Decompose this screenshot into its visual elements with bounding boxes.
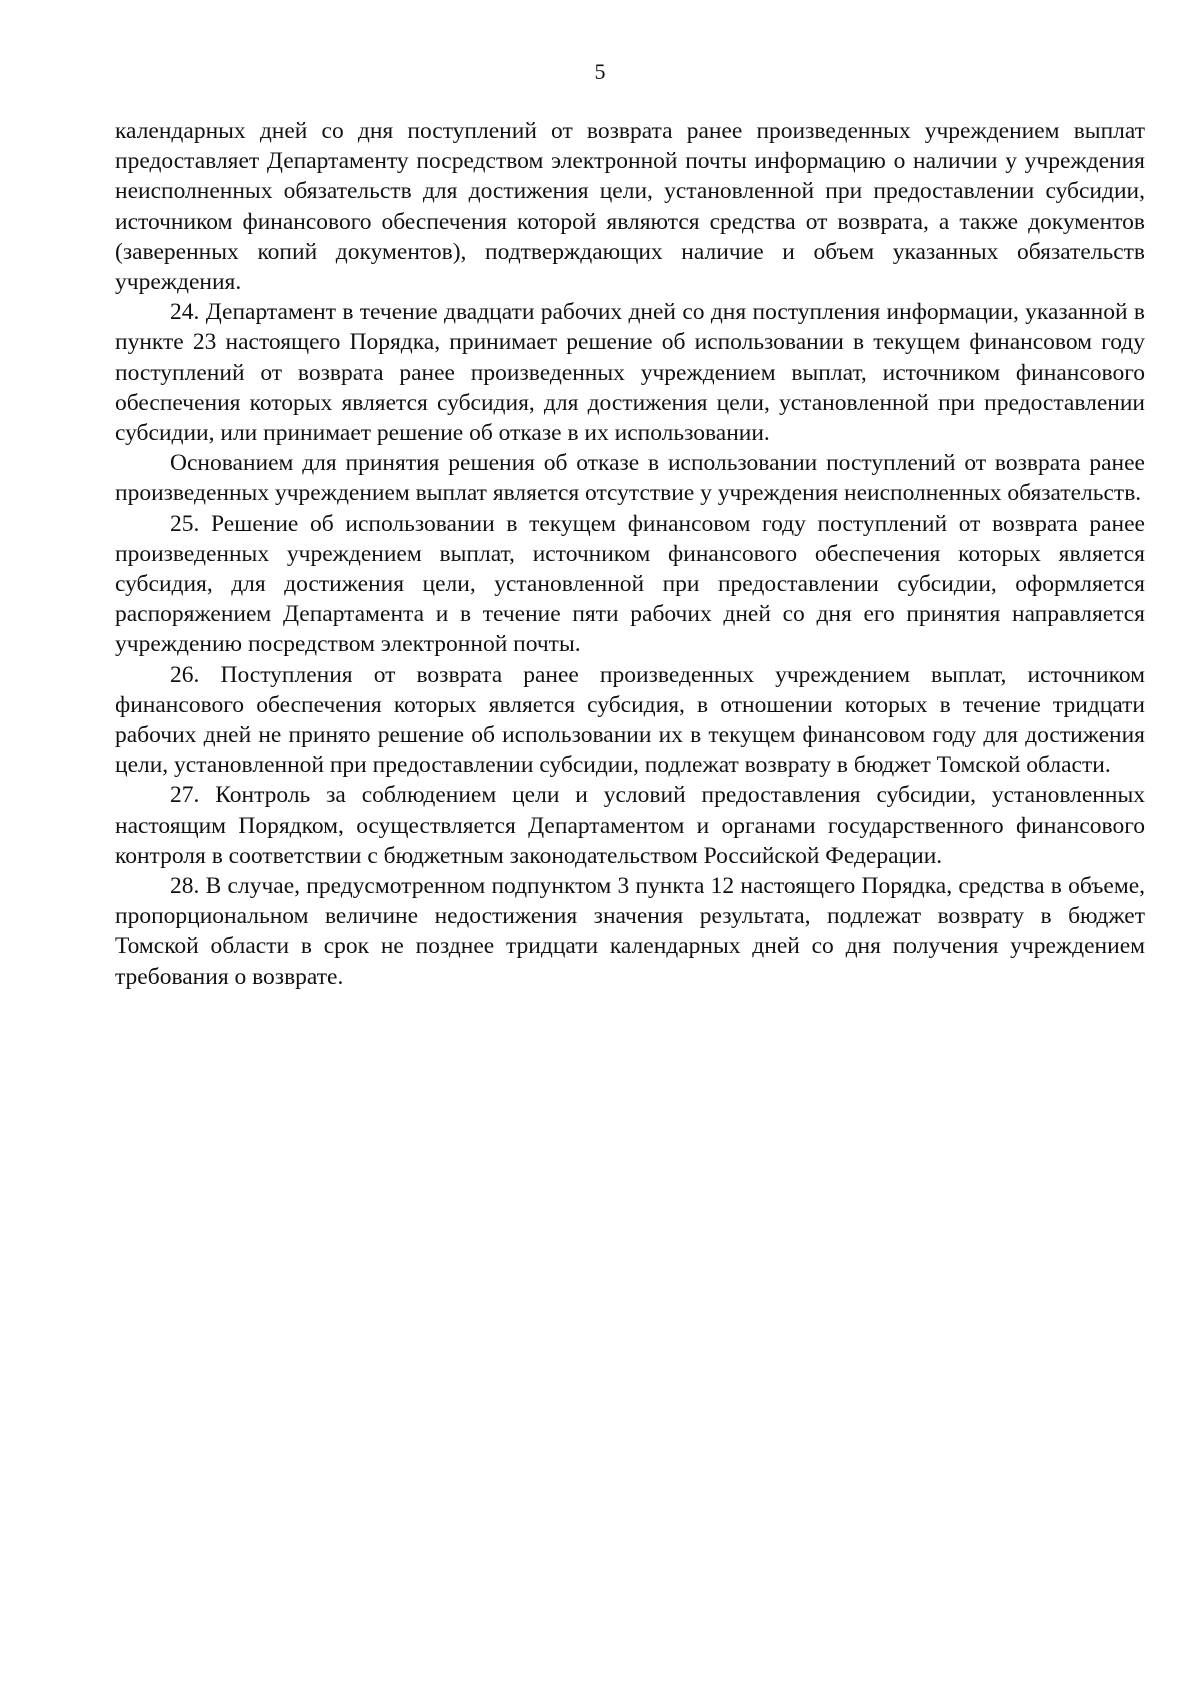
paragraph-clause-26: 26. Поступления от возврата ранее произведенных учреждением выплат, источником финансового обеспечения которых является субсидия, в отношении которых в течение тридцати рабочих дней не принято решение об использовании их в текущем финансовом году для достижения цели, установленной при предоставлении субсидии, подлежат возврату в бюджет Томской области. <box>115 661 1145 779</box>
paragraph-clause-24: 24. Департамент в течение двадцати рабочих дней со дня поступления информации, указанной в пункте 23 настоящего Порядка, принимает решение об использовании в текущем финансовом году поступлений от возврата ранее произведенных учреждением выплат, источником финансового обеспечения которых является субсидия, для достижения цели, установленной при предоставлении субсидии, или принимает решение об отказе в их использовании. <box>115 299 1145 447</box>
paragraph-refusal-basis: Основанием для принятия решения об отказе в использовании поступлений от возврата ранее произведенных учреждением выплат является отсутствие у учреждения неисполненных обязательств. <box>115 450 1145 507</box>
paragraph-continuation: календарных дней со дня поступлений от возврата ранее произведенных учреждением выплат предоставляет Департаменту посредством электронной почты информацию о наличии у учреждения неисполненных обязательств для достижения цели, установленной при предоставлении субсидии, источником финансового обеспечения которой являются средства от возврата, а также документов (заверенных копий документов), подтверждающих наличие и объем указанных обязательств учреждения. <box>115 118 1145 296</box>
paragraph-clause-28: 28. В случае, предусмотренном подпунктом 3 пункта 12 настоящего Порядка, средства в объеме, пропорциональном величине недостижения значения результата, подлежат возврату в бюджет Томской области в срок не позднее тридцати календарных дней со дня получения учреждением требования о возврате. <box>115 873 1145 990</box>
document-body <box>115 116 1145 992</box>
paragraph-clause-25: 25. Решение об использовании в текущем финансовом году поступлений от возврата ранее произведенных учреждением выплат, источником финансового обеспечения которых является субсидия, для достижения цели, установленной при предоставлении субсидии, оформляется распоряжением Департамента и в течение пяти рабочих дней со дня его принятия направляется учреждению посредством электронной почты. <box>115 510 1145 658</box>
paragraph-clause-27: 27. Контроль за соблюдением цели и условий предоставления субсидии, установленных настоящим Порядком, осуществляется Департаментом и органами государственного финансового контроля в соответствии с бюджетным законодательством Российской Федерации. <box>115 782 1145 869</box>
page-number: 5 <box>594 59 606 84</box>
